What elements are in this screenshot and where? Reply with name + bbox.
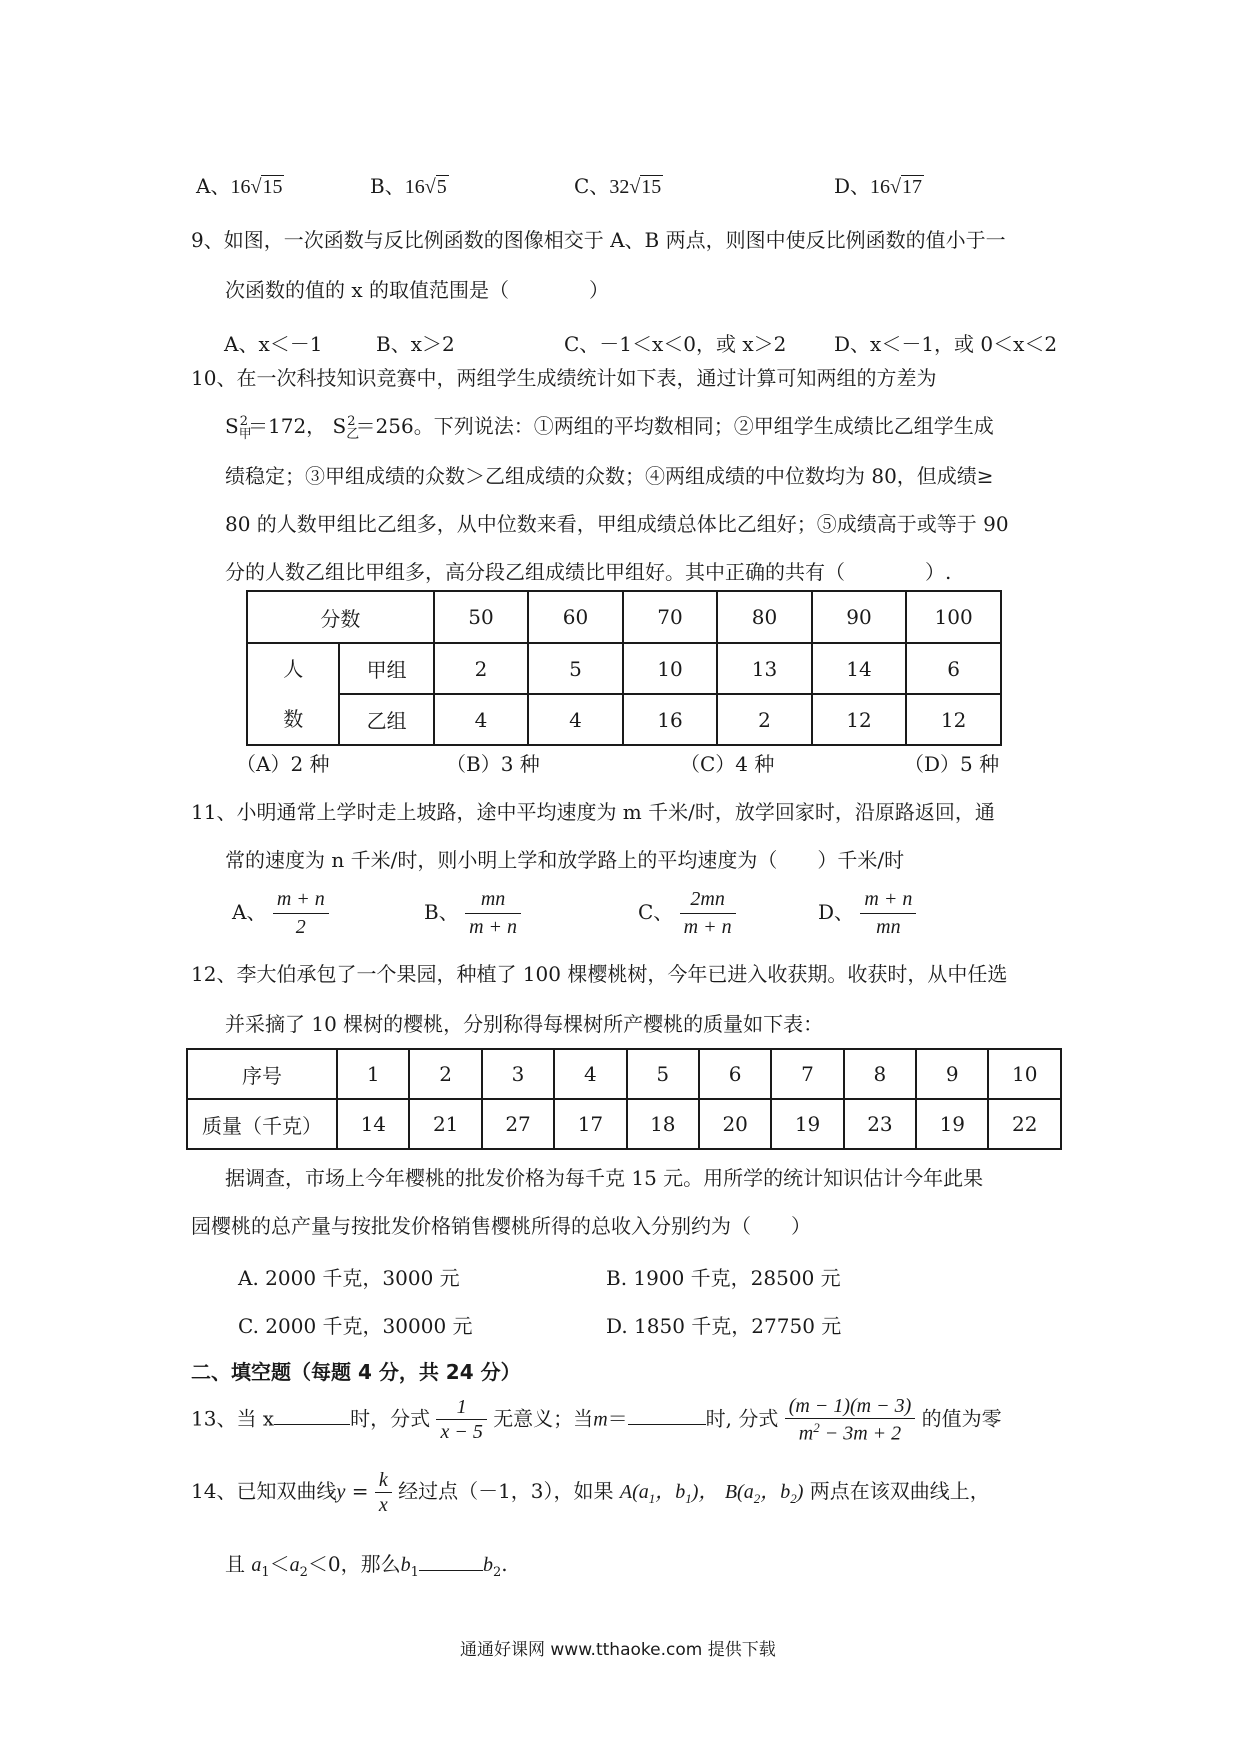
table-cell: 14 bbox=[337, 1099, 409, 1149]
table-cell: 100 bbox=[906, 591, 1001, 643]
q10-option-c: （C）4 种 bbox=[680, 752, 775, 776]
table-cell: 4 bbox=[528, 694, 622, 745]
table-cell: 12 bbox=[906, 694, 1001, 745]
q12-line-4: 园樱桃的总产量与按批发价格销售樱桃所得的总收入分别约为（ ） bbox=[191, 1214, 811, 1238]
q11-option-c: C、 $\frac{2mn}{m + n}$ bbox=[638, 888, 736, 939]
answer-blank[interactable] bbox=[628, 1406, 706, 1425]
table-header-people: 人 数 bbox=[247, 643, 339, 745]
q8-option-c: C、32√15 bbox=[574, 174, 662, 198]
q8-option-a: A、16√15 bbox=[196, 174, 283, 198]
table-cell: 5 bbox=[528, 643, 622, 694]
table-cell: 5 bbox=[627, 1049, 699, 1099]
table-cell: 60 bbox=[528, 591, 622, 643]
table-header-index: 序号 bbox=[187, 1049, 337, 1099]
q10-score-table bbox=[246, 590, 1002, 746]
q12-option-b: B. 1900 千克，28500 元 bbox=[606, 1266, 841, 1290]
q11-option-d: D、 $\frac{m + n}{mn}$ bbox=[818, 888, 916, 939]
table-cell: 14 bbox=[812, 643, 906, 694]
table-cell: 6 bbox=[699, 1049, 771, 1099]
q10-line-4: 80 的人数甲组比乙组多，从中位数来看，甲组成绩总体比乙组好；⑤成绩高于或等于 90 bbox=[225, 512, 1009, 536]
q11-line-2: 常的速度为 n 千米/时，则小明上学和放学路上的平均速度为（ ）千米/时 bbox=[225, 848, 905, 872]
q12-option-d: D. 1850 千克，27750 元 bbox=[606, 1314, 842, 1338]
answer-blank[interactable] bbox=[274, 1406, 350, 1425]
table-cell: 20 bbox=[699, 1099, 771, 1149]
q14-line-1: 14、已知双曲线y = $\frac{k}{x}$ 经过点（－1，3），如果 $A(a_1$，$b_1$)， $B(a_2$，$b_2$) 两点在该双曲线上， bbox=[191, 1469, 990, 1516]
q10-line-2: $S_甲^2=172$， $S_乙^2=256$。下列说法：①两组的平均数相同；②甲组学生成绩比乙组学生成 bbox=[225, 414, 994, 442]
table-cell: 7 bbox=[771, 1049, 843, 1099]
q10-option-a: （A）2 种 bbox=[236, 752, 330, 776]
table-cell: 4 bbox=[434, 694, 528, 745]
table-cell: 9 bbox=[916, 1049, 988, 1099]
table-cell: 19 bbox=[916, 1099, 988, 1149]
page-footer: 通通好课网 www.tthaoke.com 提供下载 bbox=[460, 1640, 776, 1660]
q10-line-1: 10、在一次科技知识竞赛中，两组学生成绩统计如下表，通过计算可知两组的方差为 bbox=[191, 366, 937, 390]
q12-line-3: 据调查，市场上今年樱桃的批发价格为每千克 15 元。用所学的统计知识估计今年此果 bbox=[225, 1166, 984, 1190]
table-cell: 1 bbox=[337, 1049, 409, 1099]
q12-mass-table bbox=[186, 1048, 1062, 1150]
q8-option-d: D、16√17 bbox=[834, 174, 923, 198]
table-cell: 90 bbox=[812, 591, 906, 643]
table-row-label-group-a: 甲组 bbox=[339, 643, 433, 694]
table-header-score: 分数 bbox=[247, 591, 434, 643]
table-cell: 10 bbox=[623, 643, 717, 694]
table-cell: 12 bbox=[812, 694, 906, 745]
q8-option-b: B、16√5 bbox=[370, 174, 447, 198]
table-cell: 8 bbox=[844, 1049, 916, 1099]
table-cell: 6 bbox=[906, 643, 1001, 694]
q9-option-c: C、－1＜x＜0，或 x＞2 bbox=[564, 332, 787, 356]
table-header-mass: 质量（千克） bbox=[187, 1099, 337, 1149]
q10-option-d: （D）5 种 bbox=[904, 752, 1000, 776]
table-cell: 2 bbox=[717, 694, 811, 745]
q12-line-2: 并采摘了 10 棵树的樱桃，分别称得每棵树所产樱桃的质量如下表： bbox=[225, 1012, 824, 1036]
table-cell: 10 bbox=[988, 1049, 1061, 1099]
table-cell: 18 bbox=[627, 1099, 699, 1149]
table-cell: 70 bbox=[623, 591, 717, 643]
q9-option-a: A、x＜－1 bbox=[224, 332, 323, 356]
table-cell: 22 bbox=[988, 1099, 1061, 1149]
table-cell: 2 bbox=[434, 643, 528, 694]
q9-option-b: B、x＞2 bbox=[376, 332, 455, 356]
table-cell: 4 bbox=[554, 1049, 626, 1099]
section-title: 二、填空题（每题 4 分，共 24 分） bbox=[191, 1360, 521, 1384]
q12-line-1: 12、李大伯承包了一个果园，种植了 100 棵樱桃树，今年已进入收获期。收获时，从中任选 bbox=[191, 962, 1008, 986]
table-cell: 2 bbox=[409, 1049, 481, 1099]
table-cell: 19 bbox=[771, 1099, 843, 1149]
q11-option-b: B、 $\frac{mn}{m + n}$ bbox=[424, 888, 521, 939]
table-cell: 80 bbox=[717, 591, 811, 643]
q14-line-2: 且 $a_1<a_2<0$，那么$b_1$ $b_2$. bbox=[225, 1552, 508, 1580]
q9-line-2: 次函数的值的 x 的取值范围是（ ） bbox=[225, 278, 609, 302]
q12-option-a: A. 2000 千克，3000 元 bbox=[238, 1266, 460, 1290]
answer-blank[interactable] bbox=[419, 1552, 483, 1571]
table-cell: 3 bbox=[482, 1049, 554, 1099]
table-cell: 13 bbox=[717, 643, 811, 694]
q13-line: 13、当 x 时，分式 $\frac{1}{x - 5}$ 无意义；当m＝ 时, 分式 $\frac{(m - 1)(m - 3)}{m^2 - 3m + 2}$ 的值为零 bbox=[191, 1395, 1002, 1445]
q11-option-a: A、 $\frac{m + n}{2}$ bbox=[232, 888, 329, 939]
q9-option-d: D、x＜－1，或 0＜x＜2 bbox=[834, 332, 1058, 356]
q10-option-b: （B）3 种 bbox=[446, 752, 540, 776]
table-cell: 21 bbox=[409, 1099, 481, 1149]
table-cell: 50 bbox=[434, 591, 528, 643]
q11-line-1: 11、小明通常上学时走上坡路，途中平均速度为 m 千米/时，放学回家时，沿原路返回，通 bbox=[191, 800, 995, 824]
table-cell: 17 bbox=[554, 1099, 626, 1149]
table-row-label-group-b: 乙组 bbox=[339, 694, 433, 745]
q10-line-5: 分的人数乙组比甲组多，高分段乙组成绩比甲组好。其中正确的共有（ ）. bbox=[225, 560, 952, 584]
table-cell: 27 bbox=[482, 1099, 554, 1149]
table-cell: 23 bbox=[844, 1099, 916, 1149]
q9-line-1: 9、如图，一次函数与反比例函数的图像相交于 A、B 两点，则图中使反比例函数的值小于一 bbox=[191, 228, 1006, 252]
q10-line-3: 绩稳定；③甲组成绩的众数＞乙组成绩的众数；④两组成绩的中位数均为 80，但成绩≥ bbox=[225, 464, 994, 488]
table-cell: 16 bbox=[623, 694, 717, 745]
q12-option-c: C. 2000 千克，30000 元 bbox=[238, 1314, 473, 1338]
